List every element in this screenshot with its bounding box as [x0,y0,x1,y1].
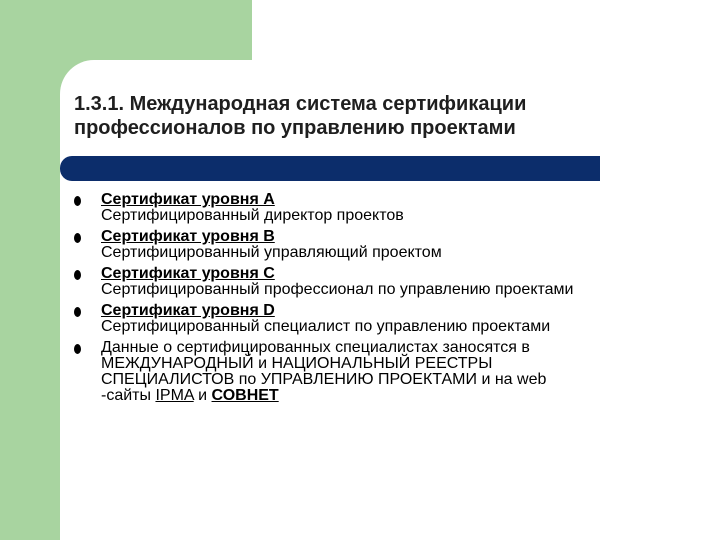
registry-text-line-3: СПЕЦИАЛИСТОВ по УПРАВЛЕНИЮ ПРОЕКТАМИ и на web [101,371,547,388]
bullet-item-registry [74,340,674,404]
bullet-dot-icon [74,233,81,243]
bullet-list [74,192,674,409]
ipma-link[interactable]: IPMA [155,387,194,404]
title-divider-bar [60,156,600,181]
bullet-dot-icon [74,307,81,317]
certificate-description: Сертифицированный директор проектов [101,207,404,224]
bullet-item-level-c [74,266,674,298]
registry-conjunction: и [198,387,208,404]
registry-text-line-1: Данные о сертифицированных специалистах заносятся в [101,339,530,356]
bullet-dot-icon [74,270,81,280]
certificate-heading: Сертификат уровня B [101,228,275,245]
slide-title-line-1: 1.3.1. Международная система сертификации [74,93,527,115]
bullet-item-level-b [74,229,674,261]
certificate-heading: Сертификат уровня C [101,265,275,282]
slide-title [74,92,674,140]
registry-text-line-4 [101,388,674,404]
certificate-description: Сертифицированный управляющий проектом [101,244,442,261]
certificate-heading: Сертификат уровня D [101,302,275,319]
bullet-item-level-d [74,303,674,335]
bullet-dot-icon [74,344,81,354]
registry-text-line-2: МЕЖДУНАРОДНЫЙ и НАЦИОНАЛЬНЫЙ РЕЕСТРЫ [101,355,493,372]
bullet-item-level-a [74,192,674,224]
certificate-heading: Сертификат уровня A [101,191,275,208]
slide-title-line-2: профессионалов по управлению проектами [74,117,516,139]
bullet-dot-icon [74,196,81,206]
certificate-description: Сертифицированный специалист по управлению проектами [101,318,551,335]
certificate-description: Сертифицированный профессионал по управлению проектами [101,281,574,298]
sovnet-link[interactable]: СОВНЕТ [211,387,279,404]
registry-prefix-text: -сайты [101,387,151,404]
